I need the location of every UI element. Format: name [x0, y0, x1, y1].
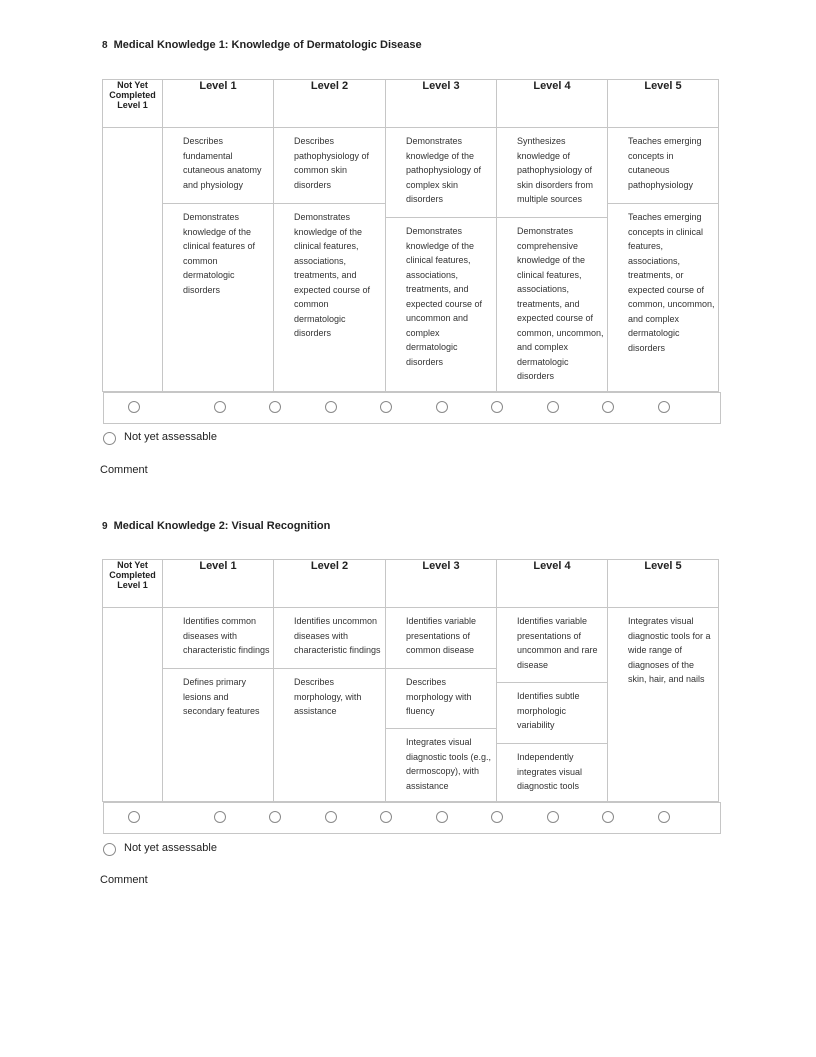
cell-level-4 [497, 608, 608, 802]
comment-label: Comment [100, 874, 148, 886]
column-header-level-1: Level 1 [163, 560, 274, 608]
rating-radio-level-2-5[interactable] [380, 811, 392, 823]
milestone-text: Teaches emerging concepts in clinical features, associations, treatments, or expected course of common, uncommon, and complex dermatologic disorders [628, 212, 715, 353]
cell-level-5 [608, 128, 719, 392]
milestone-text: Demonstrates comprehensive knowledge of the clinical features, associations, treatments, and expected course of common, uncommon, and complex dermatologic disorders [517, 226, 604, 381]
column-header-level-4: Level 4 [497, 80, 608, 128]
rating-radio-level-4[interactable] [547, 811, 559, 823]
question-number: 8 [102, 40, 108, 51]
milestone-text: Demonstrates knowledge of the clinical features, associations, treatments, and expected course of common dermatologic disorders [294, 212, 371, 338]
milestone-text: Synthesizes knowledge of pathophysiology of skin disorders from multiple sources [497, 128, 607, 218]
rating-radio-not-yet[interactable] [128, 811, 140, 823]
milestone-text: Describes morphology with fluency [386, 669, 496, 729]
milestone-text: Describes morphology, with assistance [294, 677, 362, 716]
rating-radio-level-4-5[interactable] [602, 401, 614, 413]
cell-level-1 [163, 128, 274, 392]
rating-radio-level-5[interactable] [658, 401, 670, 413]
column-header-level-3: Level 3 [386, 560, 497, 608]
cell-level-5 [608, 608, 719, 802]
not-yet-assessable-label: Not yet assessable [124, 842, 217, 854]
milestone-text: Demonstrates knowledge of the clinical features of common dermatologic disorders [183, 212, 256, 295]
rating-radio-level-1[interactable] [214, 811, 226, 823]
rating-radio-level-1-5[interactable] [269, 811, 281, 823]
rating-radio-level-1-5[interactable] [269, 401, 281, 413]
rating-radio-level-3[interactable] [436, 401, 448, 413]
cell-level-2 [274, 608, 386, 802]
cell-level-1 [163, 608, 274, 802]
rating-radio-row [103, 392, 721, 424]
milestone-table [102, 559, 719, 802]
question-title [102, 39, 422, 51]
milestone-text: Identifies common diseases with characteristic findings [163, 608, 273, 669]
milestone-text: Describes pathophysiology of common skin disorders [274, 128, 385, 204]
milestone-text: Defines primary lesions and secondary features [183, 677, 260, 716]
cell-level-4 [497, 128, 608, 392]
milestone-text: Integrates visual diagnostic tools (e.g., dermoscopy), with assistance [406, 737, 492, 791]
rating-radio-not-yet[interactable] [128, 401, 140, 413]
not-yet-assessable-radio[interactable] [103, 843, 116, 856]
milestone-text: Demonstrates knowledge of the clinical features, associations, treatments, and expected course of uncommon and complex dermatologic disorders [406, 226, 483, 367]
question-number: 9 [102, 521, 108, 532]
not-yet-assessable-radio[interactable] [103, 432, 116, 445]
milestone-text: Identifies uncommon diseases with characteristic findings [274, 608, 385, 669]
comment-label: Comment [100, 464, 148, 476]
cell-level-3 [386, 608, 497, 802]
column-header-not-yet: Not Yet Completed Level 1 [103, 80, 163, 128]
rating-radio-row [103, 802, 721, 834]
column-header-level-3: Level 3 [386, 80, 497, 128]
question-title-text: Medical Knowledge 2: Visual Recognition [113, 520, 331, 532]
cell-level-2 [274, 128, 386, 392]
milestone-text: Identifies variable presentations of common disease [386, 608, 496, 669]
question-title-text: Medical Knowledge 1: Knowledge of Dermatologic Disease [113, 39, 422, 51]
milestone-text: Independently integrates visual diagnostic tools [517, 752, 583, 791]
rating-radio-level-4-5[interactable] [602, 811, 614, 823]
milestone-text: Describes fundamental cutaneous anatomy and physiology [163, 128, 273, 204]
question-title [102, 520, 330, 532]
rating-radio-level-3-5[interactable] [491, 811, 503, 823]
column-header-not-yet: Not Yet Completed Level 1 [103, 560, 163, 608]
milestone-text: Identifies variable presentations of uncommon and rare disease [497, 608, 607, 683]
rating-radio-level-5[interactable] [658, 811, 670, 823]
rating-radio-level-2-5[interactable] [380, 401, 392, 413]
column-header-level-5: Level 5 [608, 80, 719, 128]
rating-radio-level-1[interactable] [214, 401, 226, 413]
not-yet-assessable-option[interactable] [103, 429, 217, 445]
rating-radio-level-2[interactable] [325, 401, 337, 413]
column-header-level-4: Level 4 [497, 560, 608, 608]
milestone-text: Teaches emerging concepts in cutaneous pathophysiology [608, 128, 718, 204]
rating-radio-level-3-5[interactable] [491, 401, 503, 413]
column-header-level-2: Level 2 [274, 560, 386, 608]
cell-level-3 [386, 128, 497, 392]
not-yet-assessable-option[interactable] [103, 840, 217, 856]
milestone-text: Identifies subtle morphologic variability [497, 683, 607, 744]
rating-radio-level-3[interactable] [436, 811, 448, 823]
not-yet-assessable-label: Not yet assessable [124, 431, 217, 443]
rating-radio-level-4[interactable] [547, 401, 559, 413]
rating-radio-level-2[interactable] [325, 811, 337, 823]
column-header-level-1: Level 1 [163, 80, 274, 128]
milestone-text: Integrates visual diagnostic tools for a wide range of diagnoses of the skin, hair, and nails [628, 616, 711, 684]
milestone-text: Demonstrates knowledge of the pathophysiology of complex skin disorders [386, 128, 496, 218]
column-header-level-5: Level 5 [608, 560, 719, 608]
milestone-table [102, 79, 719, 392]
column-header-level-2: Level 2 [274, 80, 386, 128]
cell-not-yet [103, 608, 163, 802]
cell-not-yet [103, 128, 163, 392]
